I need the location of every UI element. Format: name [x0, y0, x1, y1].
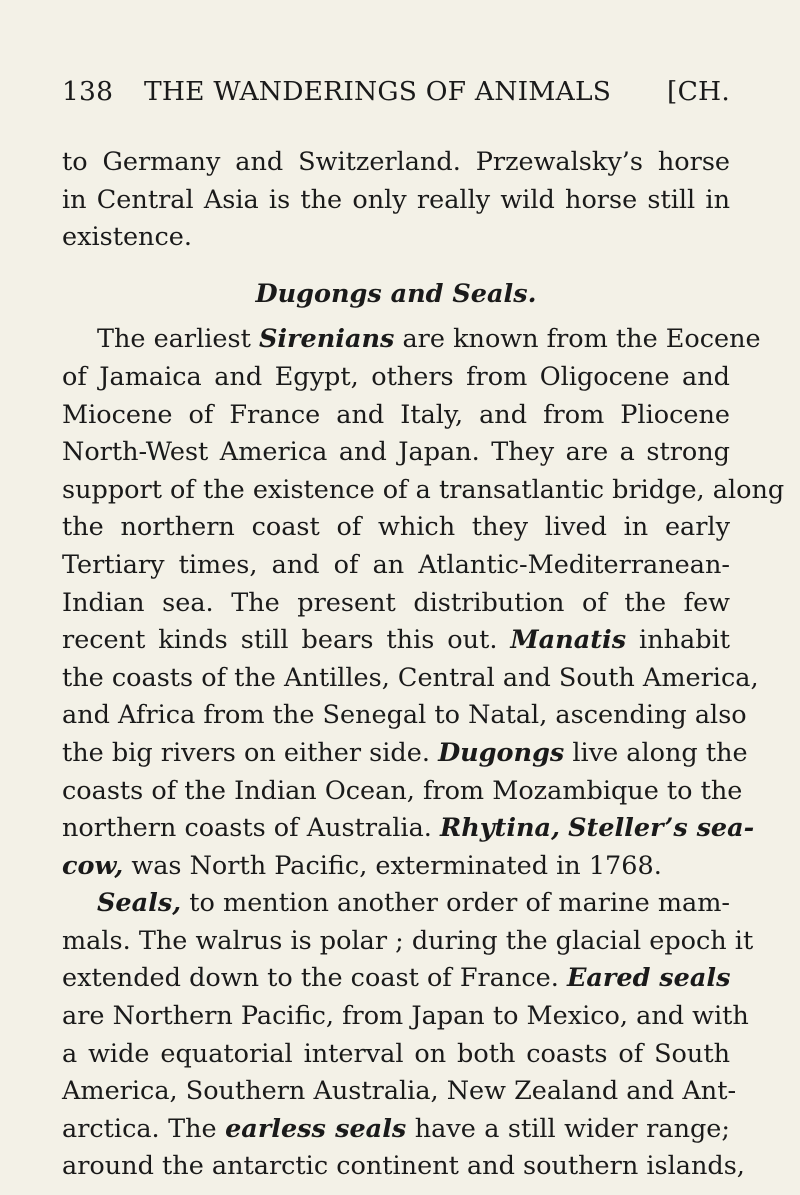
- text-line: the northern coast of which they lived in early: [62, 512, 730, 543]
- text-run: [560, 813, 568, 843]
- text-run: to mention another order of marine mam-: [181, 888, 730, 919]
- text-line: [62, 622, 730, 660]
- page-number: 138: [62, 76, 114, 107]
- body-text: [62, 144, 785, 1186]
- text-line: coasts of the Indian Ocean, from Mozambique to the: [62, 775, 743, 806]
- text-line: Miocene of France and Italy, and from Pliocene: [62, 399, 730, 430]
- text-run: recent kinds still bears this out.: [62, 625, 511, 656]
- italic-term: earless seals: [225, 1113, 407, 1144]
- text-line: [62, 810, 755, 848]
- italic-term: Eared seals: [566, 963, 731, 994]
- text-run: live along the: [564, 737, 748, 768]
- paragraph-horses: [62, 144, 730, 257]
- italic-term: Seals,: [97, 888, 182, 919]
- text-line: [62, 848, 730, 886]
- text-line: [62, 885, 730, 923]
- text-line: North-West America and Japan. They are a strong: [62, 437, 730, 468]
- text-line: America, Southern Australia, New Zealand and Ant-: [62, 1076, 737, 1107]
- text-run: the big rivers on either side.: [62, 737, 439, 768]
- text-line: Tertiary times, and of an Atlantic-Mediterranean-: [62, 549, 730, 580]
- text-line: of Jamaica and Egypt, others from Oligocene and: [62, 361, 730, 392]
- text-run: inhabit: [626, 625, 730, 656]
- italic-term: Manatis: [510, 625, 627, 656]
- text-line: [62, 321, 761, 359]
- text-run: northern coasts of Australia.: [62, 813, 440, 844]
- text-line: [62, 735, 748, 773]
- text-line: Indian sea. The present distribution of the few: [62, 587, 730, 618]
- page-content: [62, 76, 785, 1186]
- text-run: are known from the Eocene: [394, 324, 761, 355]
- text-run: The earliest: [97, 324, 259, 355]
- text-line: a wide equatorial interval on both coasts of South: [62, 1038, 730, 1069]
- text-line: mals. The walrus is polar ; during the glacial epoch it: [62, 925, 754, 956]
- text-line: in Central Asia is the only really wild horse still in: [62, 184, 730, 215]
- text-line: around the antarctic continent and southern islands,: [62, 1151, 745, 1182]
- text-line: [62, 960, 730, 998]
- text-run: extended down to the coast of France.: [62, 963, 567, 994]
- running-head: [62, 76, 730, 116]
- section-heading: Dugongs and Seals.: [255, 278, 537, 309]
- text-run: arctica. The: [62, 1113, 226, 1144]
- text-run: was North Pacific, exterminated in 1768.: [123, 850, 662, 881]
- running-title: THE WANDERINGS OF ANIMALS: [144, 76, 612, 107]
- text-line: are Northern Pacific, from Japan to Mexico, and with: [62, 1001, 749, 1032]
- italic-term: Dugongs: [438, 737, 565, 768]
- paragraph-sirenians: [62, 321, 785, 885]
- text-line: to Germany and Switzerland. Przewalsky’s horse: [62, 147, 730, 177]
- text-line: existence.: [62, 222, 192, 253]
- paragraph-seals: [62, 885, 754, 1186]
- italic-term: cow,: [62, 850, 124, 881]
- text-line: [62, 1111, 730, 1149]
- italic-term: Sirenians: [258, 324, 395, 355]
- italic-term: Steller’s sea-: [568, 813, 755, 844]
- text-line: the coasts of the Antilles, Central and South America,: [62, 662, 759, 693]
- text-line: support of the existence of a transatlantic bridge, along: [62, 474, 785, 505]
- italic-term: Rhytina,: [440, 813, 560, 844]
- text-run: have a still wider range;: [406, 1113, 730, 1144]
- text-line: and Africa from the Senegal to Natal, ascending also: [62, 700, 747, 731]
- running-chapter: [CH.: [667, 76, 730, 107]
